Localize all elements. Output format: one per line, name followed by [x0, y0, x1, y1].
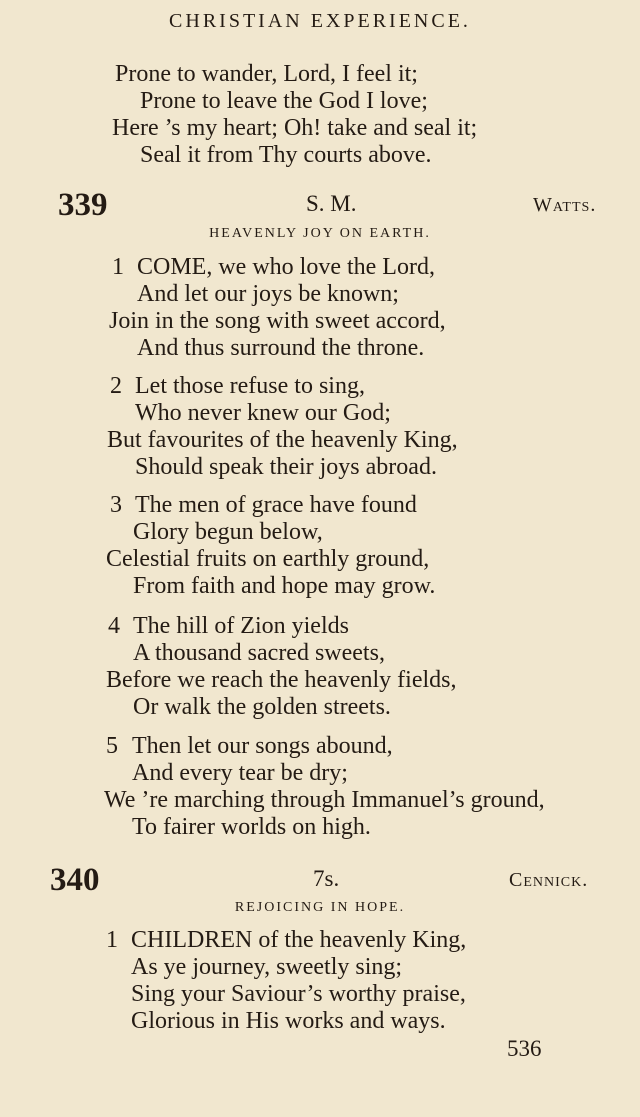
- verse-line: From faith and hope may grow.: [133, 573, 436, 599]
- verse-line: Celestial fruits on earthly ground,: [106, 546, 430, 572]
- verse-line: Prone to leave the God I love;: [140, 88, 428, 114]
- verse-line: Join in the song with sweet accord,: [109, 308, 446, 334]
- verse-line: As ye journey, sweetly sing;: [131, 954, 403, 980]
- verse-line: Glory begun below,: [133, 519, 323, 545]
- verse-line: To fairer worlds on high.: [132, 814, 371, 840]
- verse-line: Then let our songs abound,: [132, 733, 393, 759]
- stanza-number: 2: [110, 373, 122, 399]
- stanza-number: 4: [108, 613, 120, 639]
- hymn-number: 340: [50, 862, 100, 898]
- verse-line: The men of grace have found: [135, 492, 417, 518]
- verse-line: Seal it from Thy courts above.: [140, 142, 432, 168]
- verse-line: Should speak their joys abroad.: [135, 454, 437, 480]
- verse-line: CHILDREN of the heavenly King,: [131, 927, 467, 953]
- running-head: CHRISTIAN EXPERIENCE.: [169, 10, 471, 32]
- verse-line: Sing your Saviour’s worthy praise,: [131, 981, 466, 1007]
- hymn-author: Cennick.: [509, 869, 589, 891]
- hymn-number: 339: [58, 187, 108, 223]
- verse-line: And every tear be dry;: [132, 760, 348, 786]
- hymn-meter: S. M.: [306, 191, 357, 216]
- verse-line: Prone to wander, Lord, I feel it;: [115, 61, 418, 87]
- stanza-number: 3: [110, 492, 122, 518]
- verse-line: And let our joys be known;: [137, 281, 399, 307]
- stanza-number: 5: [106, 733, 118, 759]
- verse-line: COME, we who love the Lord,: [137, 254, 435, 280]
- page-number: 536: [507, 1036, 542, 1061]
- verse-line: And thus surround the throne.: [137, 335, 425, 361]
- verse-line: A thousand sacred sweets,: [133, 640, 385, 666]
- verse-line: Here ’s my heart; Oh! take and seal it;: [112, 115, 478, 141]
- verse-line: Before we reach the heavenly fields,: [106, 667, 457, 693]
- hymn-meter: 7s.: [313, 866, 340, 891]
- verse-line: Glorious in His works and ways.: [131, 1008, 446, 1034]
- stanza-number: 1: [106, 927, 118, 953]
- verse-line: Or walk the golden streets.: [133, 694, 391, 720]
- verse-line: We ’re marching through Immanuel’s ground,: [104, 787, 545, 813]
- hymn-title: REJOICING IN HOPE.: [234, 900, 406, 915]
- verse-line: But favourites of the heavenly King,: [107, 427, 458, 453]
- verse-line: Let those refuse to sing,: [135, 373, 365, 399]
- hymn-author: Watts.: [533, 194, 597, 216]
- verse-line: The hill of Zion yields: [133, 613, 349, 639]
- verse-line: Who never knew our God;: [135, 400, 391, 426]
- stanza-number: 1: [112, 254, 124, 280]
- hymn-title: HEAVENLY JOY ON EARTH.: [209, 226, 431, 241]
